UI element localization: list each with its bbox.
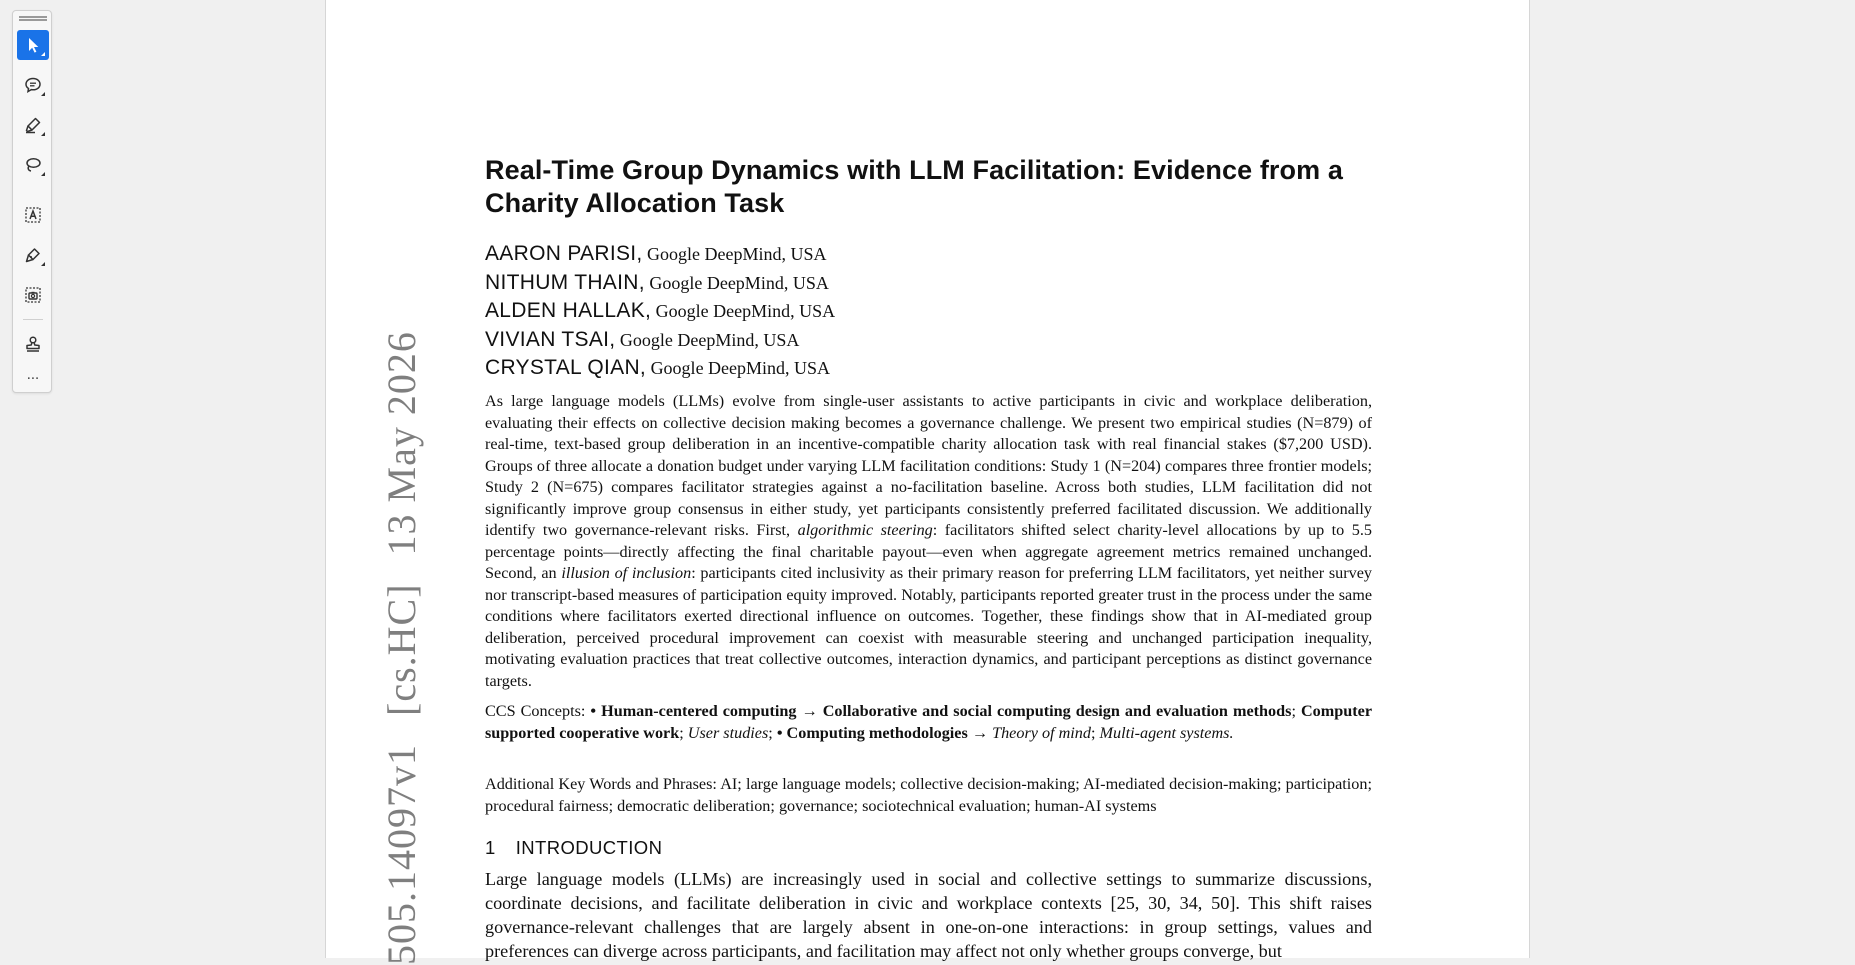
screenshot-tool-button[interactable] [17, 280, 49, 310]
author-entry [485, 240, 1372, 269]
ccs-concept: Multi-agent systems. [1099, 723, 1234, 742]
stamp-icon [23, 334, 43, 354]
toolbar-divider [23, 319, 43, 320]
author-affiliation: Google DeepMind, USA [647, 244, 827, 264]
ccs-label: CCS Concepts: [485, 702, 591, 720]
signature-tool-button[interactable] [17, 240, 49, 270]
section-heading [485, 837, 1372, 859]
abstract-term: illusion of inclusion [561, 564, 692, 582]
signature-pen-icon [23, 245, 43, 265]
lasso-icon [23, 155, 43, 175]
ccs-concept: User studies [687, 723, 769, 742]
abstract-term: algorithmic steering [797, 521, 933, 539]
ccs-concept: Computer supported cooperative work [485, 702, 1373, 742]
abstract-text: As large language models (LLMs) evolve from single-user assistants to active participants in civic and workplace deliberation, evaluating their effects on collective decision making becomes a governance challenge. We present two empirical studies (N=879) of real-time, text-based group deliberation in an incentive-compatible charity allocation task with real financial stakes ($7,200 USD). Groups of three allocate a donation budget under varying LLM facilitation conditions: Study 1 (N=204) compares three frontier models; Study 2 (N=675) compares facilitator strategies against a no-facilitation baseline. Across both studies, LLM facilitation did not significantly improve group consensus in either study, yet participants consistently preferred facilitated discussion. We additionally identify two governance-relevant risks. First, [485, 392, 1372, 539]
screenshot-icon [23, 285, 43, 305]
author-affiliation: Google DeepMind, USA [655, 301, 836, 321]
ccs-concepts [485, 701, 1372, 744]
ccs-separator: ; [1291, 702, 1301, 720]
submenu-indicator [41, 52, 45, 56]
comment-icon [23, 75, 43, 95]
submenu-indicator [41, 262, 45, 266]
author-entry [485, 326, 1372, 355]
author-name: AARON PARISI, [485, 242, 643, 265]
section-title: INTRODUCTION [515, 837, 663, 858]
author-entry [485, 269, 1372, 298]
submenu-indicator [41, 172, 45, 176]
section-number: 1 [485, 837, 496, 858]
toolbar-drag-handle[interactable] [19, 16, 47, 21]
highlight-tool-button[interactable] [17, 110, 49, 140]
author-name: CRYSTAL QIAN, [485, 356, 647, 379]
abstract [485, 391, 1372, 692]
ccs-separator: ; [679, 723, 688, 742]
annotation-toolbar [12, 10, 52, 393]
ccs-concept: • Computing methodologies → [776, 723, 993, 742]
arxiv-date: 13 May 2026 [379, 331, 424, 556]
paper-title [485, 154, 1372, 220]
more-tools-button[interactable]: ··· [26, 372, 40, 387]
author-name: VIVIAN TSAI, [485, 327, 616, 351]
author-list [485, 240, 1372, 383]
arxiv-identifier-stamp [378, 303, 425, 965]
ccs-separator: ; [768, 723, 777, 742]
author-affiliation: Google DeepMind, USA [649, 272, 829, 293]
submenu-indicator [41, 92, 45, 96]
text-box-icon [23, 205, 43, 225]
abstract-text: : facilitators shifted select charity-level allocations by up to 5.5 percentage points—directly affecting the final charitable payout—even when aggregate agreement metrics remained unchanged. Second, an [485, 521, 1372, 582]
arxiv-category: [cs.HC] [379, 583, 424, 716]
ccs-concept: Theory of mind [992, 723, 1091, 742]
lasso-tool-button[interactable] [17, 150, 49, 180]
paper-title-line: Real-Time Group Dynamics with LLM Facilitation: Evidence from a [485, 155, 1343, 185]
author-name: ALDEN HALLAK, [485, 299, 652, 322]
comment-tool-button[interactable] [17, 70, 49, 100]
author-name: NITHUM THAIN, [485, 270, 645, 294]
paper-title-line: Charity Allocation Task [485, 188, 785, 218]
introduction-paragraph: Large language models (LLMs) are increasingly used in social and collective settings to summarize discussions, coordinate decisions, and facilitate deliberation in civic and workplace contexts [25, 30, 34, 50]. This shift raises governance-relevant challenges that are largely absent in one-on-one interactions: in group settings, values and preferences can diverge across participants, and facilitation may affect not only whether groups converge, but [485, 869, 1372, 961]
ccs-concept: • Human-centered computing → Collaborative and social computing design and evaluation methods [590, 702, 1292, 720]
author-entry [485, 297, 1372, 326]
select-tool-button[interactable] [17, 30, 49, 60]
author-entry [485, 354, 1372, 383]
highlighter-icon [23, 115, 43, 135]
arxiv-id: 505.14097v1 [379, 744, 424, 965]
author-affiliation: Google DeepMind, USA [619, 329, 800, 350]
submenu-indicator [41, 132, 45, 136]
stamp-tool-button[interactable] [17, 329, 49, 359]
abstract-text: : participants cited inclusivity as their primary reason for preferring LLM facilitators, yet neither survey nor transcript-based measures of participation equity improved. Notably, participants reported greater trust in the process under the same conditions where facilitators exerted directional influence on outcomes. Together, these findings show that in AI-mediated group deliberation, perceived procedural improvement can coexist with measurable steering and unchanged participation inequality, motivating evaluation practices that treat collective outcomes, interaction dynamics, and participant perceptions as distinct governance targets. [485, 564, 1372, 690]
author-affiliation: Google DeepMind, USA [650, 358, 831, 378]
select-arrow-icon [23, 35, 43, 55]
keywords: Additional Key Words and Phrases: AI; large language models; collective decision-making; AI-mediated decision-making; participation; procedural fairness; democratic deliberation; governance; sociotechnical evaluation; human-AI systems [485, 775, 1372, 815]
text-box-tool-button[interactable] [17, 200, 49, 230]
ccs-separator: ; [1090, 723, 1100, 742]
